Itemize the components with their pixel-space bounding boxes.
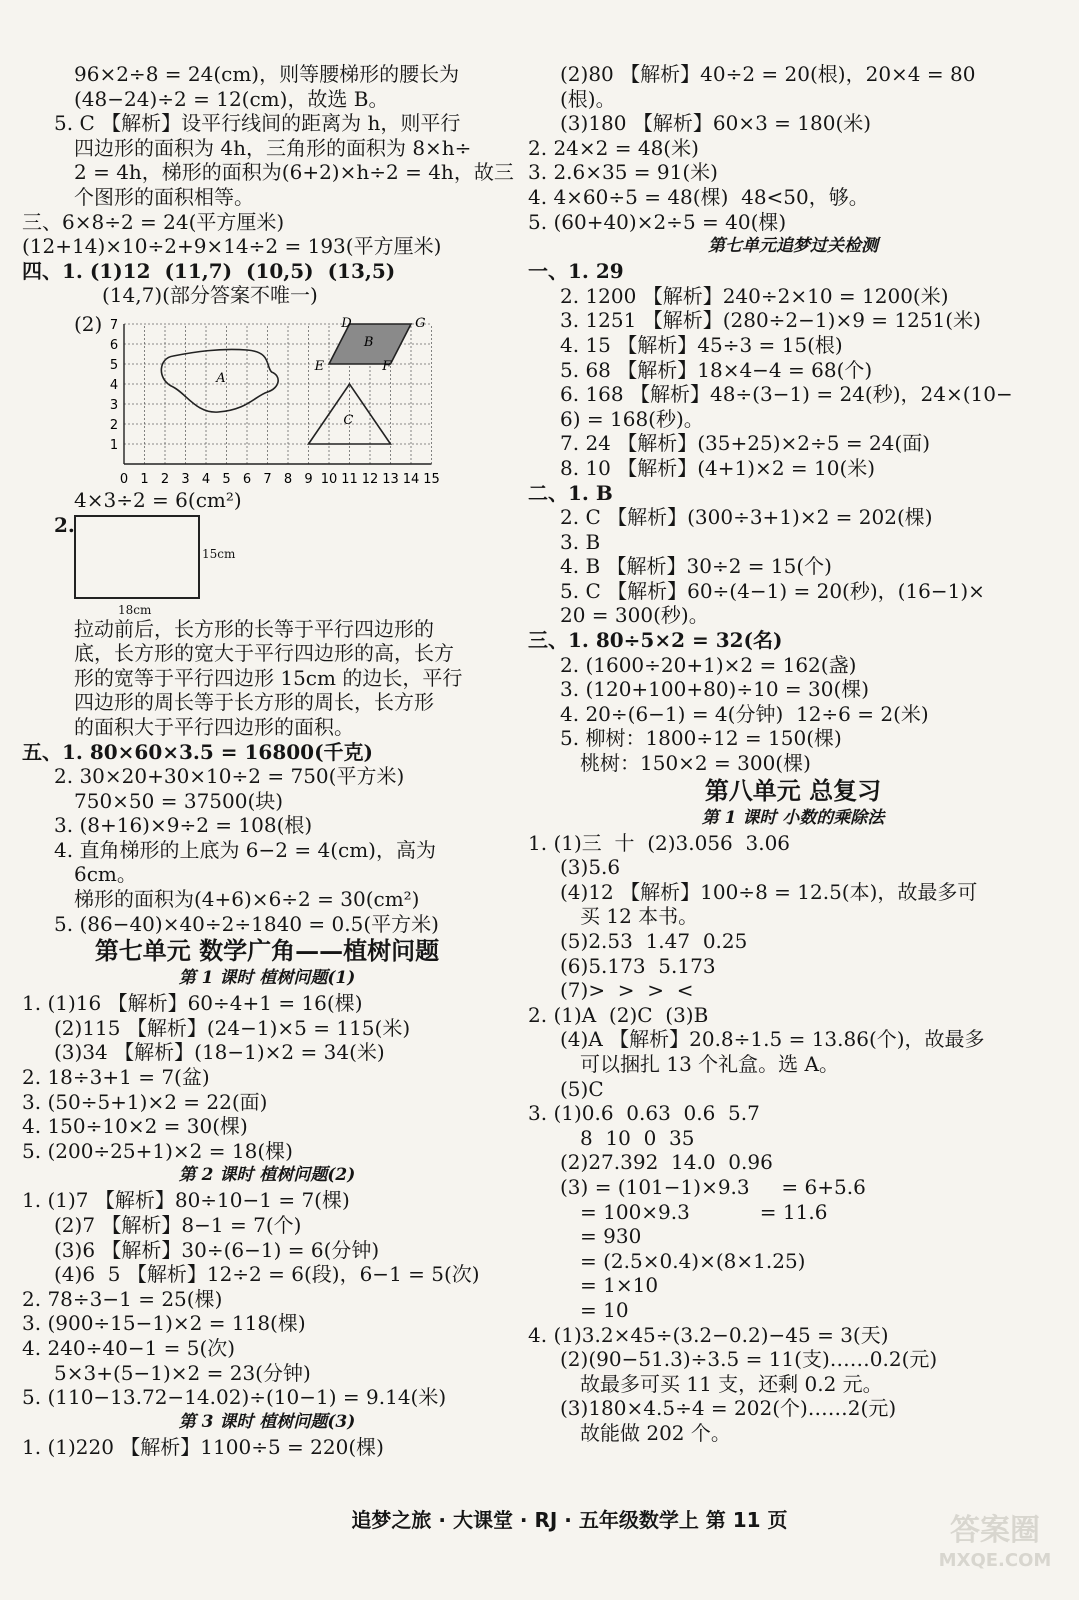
lesson-heading: 第 1 课时 植树问题(1) — [178, 968, 356, 989]
text-line: 1. (1)16 【解析】60÷4+1 = 16(棵) — [22, 991, 363, 1016]
text-line: 3. (50÷5+1)×2 = 22(面) — [22, 1089, 268, 1114]
text-line: (2)115 【解析】(24−1)×5 = 115(米) — [54, 1015, 411, 1040]
text-line: 3. 2.6×35 = 91(米) — [528, 160, 718, 185]
unit-heading: 第七单元 数学广角——植树问题 — [94, 936, 440, 966]
x-tick-label: 10 — [320, 471, 338, 487]
lesson-heading: 第 3 课时 植树问题(3) — [178, 1411, 356, 1432]
text-line: 的面积大于平行四边形的面积。 — [74, 714, 354, 739]
text-line: 形的宽等于平行四边形 15cm 的边长，平行 — [74, 665, 463, 690]
text-line: = 1×10 — [580, 1273, 659, 1298]
text-line: (4)A 【解析】20.8÷1.5 = 13.86(个)，故最多 — [560, 1027, 985, 1052]
text-line: 桃树：150×2 = 300(棵) — [580, 751, 811, 776]
unit-heading: 第八单元 总复习 — [704, 775, 882, 805]
text-line: (4)6 5 【解析】12÷2 = 6(段)，6−1 = 5(次) — [54, 1262, 480, 1287]
text-line: 2. 18÷3+1 = 7(盆) — [22, 1065, 210, 1090]
label-c: C — [343, 412, 354, 428]
text-line: 5. C 【解析】60÷(4−1) = 20(秒)，(16−1)× — [560, 578, 985, 603]
text-line: 拉动前后，长方形的长等于平行四边形的 — [74, 616, 434, 641]
text-line: 2. 78÷3−1 = 25(棵) — [22, 1286, 223, 1311]
text-line: (2)27.392 14.0 0.96 — [560, 1150, 773, 1175]
text-line: 2. (1)A (2)C (3)B — [528, 1002, 709, 1027]
text-line: 4×3÷2 = 6(cm²) — [74, 487, 242, 512]
text-line: = 100×9.3 = 11.6 — [580, 1199, 828, 1224]
text-line: 梯形的面积为(4+6)×6÷2 = 30(cm²) — [74, 887, 420, 912]
x-tick-label: 0 — [119, 471, 129, 487]
text-line: 1. (1)7 【解析】80÷10−1 = 7(棵) — [22, 1188, 350, 1213]
test-heading: 第七单元追梦过关检测 — [708, 236, 878, 257]
text-line: (根)。 — [560, 86, 616, 111]
x-tick-label: 8 — [283, 471, 293, 487]
x-tick-label: 1 — [140, 471, 149, 487]
text-line: 四边形的周长等于长方形的周长，长方形 — [74, 690, 434, 715]
y-tick-label: 7 — [109, 317, 119, 333]
text-line: 个图形的面积相等。 — [74, 184, 254, 209]
x-tick-label: 6 — [242, 471, 252, 487]
text-line: 20 = 300(秒)。 — [560, 603, 709, 628]
text-line: 4. 150÷10×2 = 30(棵) — [22, 1114, 248, 1139]
text-line: (12+14)×10÷2+9×14÷2 = 193(平方厘米) — [22, 234, 442, 259]
text-line: 3. (120+100+80)÷10 = 30(棵) — [560, 677, 870, 702]
text-line: 一、1. 29 — [528, 259, 624, 284]
rectangle-figure — [22, 513, 512, 617]
text-line: 5. (200÷25+1)×2 = 18(棵) — [22, 1138, 293, 1163]
page-footer: 追梦之旅 · 大课堂 · RJ · 五年级数学上 第 11 页 — [351, 1508, 788, 1532]
question-number: 2. — [54, 512, 75, 537]
x-tick-label: 2 — [160, 471, 170, 487]
text-line: (3)180×4.5÷4 = 202(个)……2(元) — [560, 1396, 897, 1421]
text-line: (3)6 【解析】30÷(6−1) = 6(分钟) — [54, 1237, 380, 1262]
text-line: 底，长方形的宽大于平行四边形的高，长方 — [74, 641, 454, 666]
text-line: = (2.5×0.4)×(8×1.25) — [580, 1248, 806, 1273]
text-line: = 930 — [580, 1224, 642, 1249]
text-line: (5)C — [560, 1076, 604, 1101]
text-line: 五、1. 80×60×3.5 = 16800(千克) — [22, 739, 374, 764]
watermark-url: MXQE.COM — [938, 1550, 1052, 1571]
text-line: 3. (1)0.6 0.63 0.6 5.7 — [528, 1101, 760, 1126]
text-line: 5×3+(5−1)×2 = 23(分钟) — [54, 1360, 311, 1385]
text-line: 4. 直角梯形的上底为 6−2 = 4(cm)，高为 — [54, 837, 436, 862]
text-line: 2. (1600÷20+1)×2 = 162(盏) — [560, 652, 857, 677]
text-line: (7)> > > < — [560, 978, 694, 1003]
text-line: 2. 1200 【解析】240÷2×10 = 1200(米) — [560, 283, 949, 308]
text-line: 4. 4×60÷5 = 48(棵) 48<50，够。 — [528, 184, 869, 209]
text-line: 8 10 0 35 — [580, 1125, 695, 1150]
text-line: 5. (60+40)×2÷5 = 40(棵) — [528, 209, 787, 234]
text-line: 买 12 本书。 — [580, 904, 699, 929]
text-line: (2)7 【解析】8−1 = 7(个) — [54, 1213, 302, 1237]
coordinate-grid — [94, 312, 454, 488]
text-line: 5. (86−40)×40÷2÷1840 = 0.5(平方米) — [54, 911, 439, 936]
x-tick-label: 13 — [382, 471, 399, 487]
x-tick-label: 9 — [304, 471, 313, 487]
x-tick-label: 15 — [423, 471, 440, 487]
text-line: 4. 240÷40−1 = 5(次) — [22, 1335, 236, 1360]
text-line: 750×50 = 37500(块) — [74, 788, 284, 813]
x-tick-label: 12 — [361, 471, 379, 487]
y-tick-label: 3 — [109, 397, 119, 413]
coordinate-grid-figure — [94, 312, 512, 488]
text-line: 故能做 202 个。 — [580, 1420, 731, 1445]
text-line: 二、1. B — [528, 480, 613, 505]
text-line: 三、1. 80÷5×2 = 32(名) — [528, 628, 783, 653]
text-line: (2)80 【解析】40÷2 = 20(根)，20×4 = 80 — [560, 62, 976, 86]
y-tick-label: 5 — [109, 357, 119, 373]
lesson-heading: 第 1 课时 小数的乘除法 — [701, 807, 885, 828]
label-a: A — [216, 370, 226, 386]
text-line: 故最多可买 11 支，还剩 0.2 元。 — [580, 1371, 883, 1396]
rectangle-length-label: 18cm — [118, 602, 152, 617]
text-line: 96×2÷8 = 24(cm)，则等腰梯形的腰长为 — [74, 62, 460, 86]
watermark-logo — [925, 1512, 1065, 1582]
text-line: 8. 10 【解析】(4+1)×2 = 10(米) — [560, 455, 876, 480]
y-tick-label: 4 — [109, 377, 119, 393]
y-tick-label: 6 — [109, 337, 119, 353]
text-line: (14,7)(部分答案不唯一) — [102, 283, 318, 308]
text-line: 6cm。 — [74, 862, 137, 887]
text-line: 四边形的面积为 4h，三角形的面积为 8×h÷ — [74, 135, 472, 160]
text-line: 3. B — [560, 529, 601, 554]
x-tick-label: 3 — [181, 471, 190, 487]
x-tick-label: 11 — [341, 471, 358, 487]
x-tick-label: 4 — [201, 471, 211, 487]
text-line: 5. 柳树：1800÷12 = 150(棵) — [560, 726, 842, 751]
text-line: (2) — [74, 311, 103, 336]
text-line: (5)2.53 1.47 0.25 — [560, 929, 748, 953]
rectangle-shape — [74, 515, 200, 599]
text-line: 2. 24×2 = 48(米) — [528, 135, 699, 160]
label-e: E — [314, 358, 325, 374]
text-line: (6)5.173 5.173 — [560, 953, 716, 978]
text-line: (2)(90−51.3)÷3.5 = 11(支)……0.2(元) — [560, 1347, 938, 1372]
text-line: 三、6×8÷2 = 24(平方厘米) — [22, 209, 285, 234]
text-line: 3. 1251 【解析】(280÷2−1)×9 = 1251(米) — [560, 308, 981, 333]
text-line: 5. 68 【解析】18×4−4 = 68(个) — [560, 357, 873, 382]
text-line: 6) = 168(秒)。 — [560, 406, 704, 431]
text-line: (3)180 【解析】60×3 = 180(米) — [560, 111, 872, 136]
text-line: (3) = (101−1)×9.3 = 6+5.6 — [560, 1174, 866, 1199]
text-line: (3)5.6 — [560, 855, 621, 880]
text-line: 四、1. (1)12 (11,7) (10,5) (13,5) — [22, 258, 396, 283]
rectangle-width-label: 15cm — [202, 546, 236, 561]
label-f: F — [382, 358, 392, 374]
text-line: 4. B 【解析】30÷2 = 15(个) — [560, 554, 832, 579]
text-line: 2. C 【解析】(300÷3+1)×2 = 202(棵) — [560, 505, 933, 530]
text-line: 3. (900÷15−1)×2 = 118(棵) — [22, 1311, 306, 1336]
lesson-heading: 第 2 课时 植树问题(2) — [178, 1165, 356, 1186]
label-g: G — [415, 315, 426, 331]
x-tick-label: 14 — [402, 471, 420, 487]
text-line: (48−24)÷2 = 12(cm)，故选 B。 — [74, 86, 389, 111]
text-line: 可以捆扎 13 个礼盒。选 A。 — [580, 1051, 839, 1076]
y-tick-label: 2 — [109, 417, 119, 433]
left-column — [22, 62, 512, 1459]
text-line: 1. (1)三 十 (2)3.056 3.06 — [528, 830, 791, 855]
text-line: 4. (1)3.2×45÷(3.2−0.2)−45 = 3(天) — [528, 1322, 889, 1347]
text-line: 5. (110−13.72−14.02)÷(10−1) = 9.14(米) — [22, 1385, 447, 1410]
text-line: 1. (1)220 【解析】1100÷5 = 220(棵) — [22, 1434, 384, 1459]
text-line: (3)34 【解析】(18−1)×2 = 34(米) — [54, 1040, 385, 1065]
watermark-text: 答案圈 — [950, 1513, 1040, 1548]
text-line: 6. 168 【解析】48÷(3−1) = 24(秒)，24×(10− — [560, 382, 1013, 407]
label-b: B — [363, 334, 374, 350]
text-line: 3. (8+16)×9÷2 = 108(根) — [54, 813, 313, 838]
text-line: = 10 — [580, 1297, 629, 1322]
right-column — [528, 62, 1058, 1445]
text-line: 2. 30×20+30×10÷2 = 750(平方米) — [54, 764, 405, 789]
label-d: D — [341, 315, 352, 331]
text-line: 4. 20÷(6−1) = 4(分钟) 12÷6 = 2(米) — [560, 701, 929, 726]
x-tick-label: 5 — [222, 471, 231, 487]
x-tick-label: 7 — [263, 471, 272, 487]
text-line: (4)12 【解析】100÷8 = 12.5(本)，故最多可 — [560, 879, 978, 904]
text-line: 5. C 【解析】设平行线间的距离为 h，则平行 — [54, 111, 461, 136]
y-tick-label: 1 — [109, 437, 119, 453]
text-line: 2 = 4h，梯形的面积为(6+2)×h÷2 = 4h，故三 — [74, 160, 514, 185]
text-line: 4. 15 【解析】45÷3 = 15(根) — [560, 332, 843, 357]
text-line: 7. 24 【解析】(35+25)×2÷5 = 24(面) — [560, 431, 930, 456]
